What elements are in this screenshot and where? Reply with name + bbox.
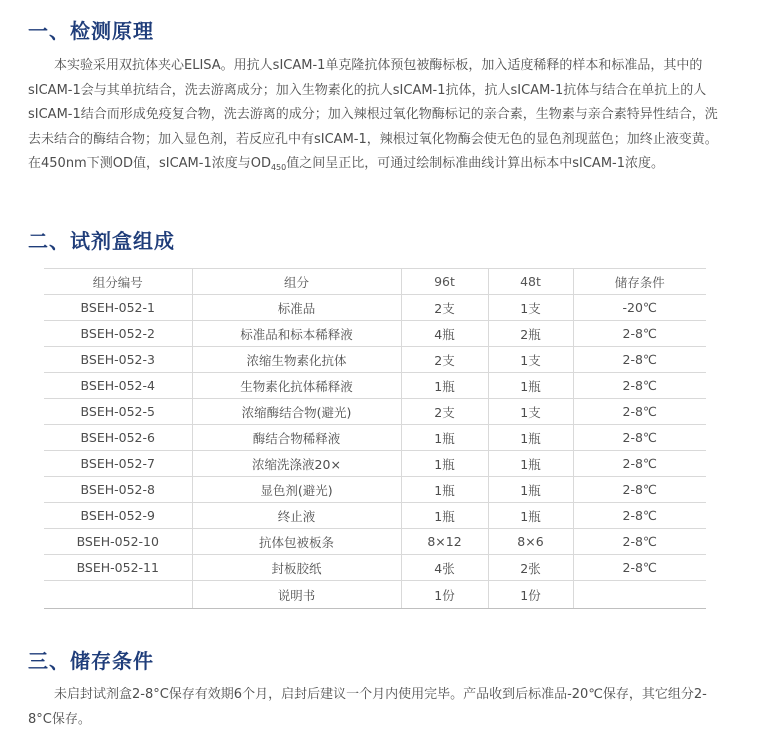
cell-id: BSEH-052-6 bbox=[44, 425, 192, 451]
cell-storage: 2-8℃ bbox=[573, 503, 706, 529]
header-component: 组分 bbox=[192, 269, 401, 295]
table-row bbox=[44, 295, 706, 321]
cell-96t: 1瓶 bbox=[401, 425, 488, 451]
cell-component: 显色剂(避光) bbox=[192, 477, 401, 503]
kit-components-table bbox=[44, 268, 706, 609]
header-storage: 储存条件 bbox=[573, 269, 706, 295]
header-48t: 48t bbox=[488, 269, 573, 295]
cell-48t: 1瓶 bbox=[488, 451, 573, 477]
table-row bbox=[44, 425, 706, 451]
cell-id: BSEH-052-9 bbox=[44, 503, 192, 529]
cell-id bbox=[44, 581, 192, 609]
table-row bbox=[44, 399, 706, 425]
table-row bbox=[44, 581, 706, 609]
cell-storage: 2-8℃ bbox=[573, 347, 706, 373]
cell-48t: 2张 bbox=[488, 555, 573, 581]
table-row bbox=[44, 555, 706, 581]
cell-48t: 1瓶 bbox=[488, 477, 573, 503]
cell-storage: 2-8℃ bbox=[573, 425, 706, 451]
section-title-storage: 三、储存条件 bbox=[28, 649, 154, 673]
cell-96t: 1瓶 bbox=[401, 373, 488, 399]
cell-96t: 1瓶 bbox=[401, 477, 488, 503]
cell-id: BSEH-052-1 bbox=[44, 295, 192, 321]
table-header-row bbox=[44, 269, 706, 295]
section-title-kit-components: 二、试剂盒组成 bbox=[28, 229, 175, 253]
cell-id: BSEH-052-10 bbox=[44, 529, 192, 555]
cell-storage: 2-8℃ bbox=[573, 477, 706, 503]
header-96t: 96t bbox=[401, 269, 488, 295]
table-row bbox=[44, 529, 706, 555]
cell-96t: 1瓶 bbox=[401, 503, 488, 529]
cell-component: 抗体包被板条 bbox=[192, 529, 401, 555]
storage-paragraph bbox=[28, 683, 728, 732]
cell-id: BSEH-052-2 bbox=[44, 321, 192, 347]
cell-48t: 1瓶 bbox=[488, 373, 573, 399]
cell-48t: 2瓶 bbox=[488, 321, 573, 347]
cell-96t: 4张 bbox=[401, 555, 488, 581]
cell-48t: 1份 bbox=[488, 581, 573, 609]
cell-48t: 1瓶 bbox=[488, 425, 573, 451]
cell-component: 酶结合物稀释液 bbox=[192, 425, 401, 451]
principle-text: 本实验采用双抗体夹心ELISA。用抗人sICAM-1单克隆抗体预包被酶标板，加入适度稀释的样本和标准品，其中的sICAM-1会与其单抗结合，洗去游离成分；加入生物素化的抗人sICAM-1抗体，抗人sICAM-1抗体与结合在单抗上的人sICAM-1结合而形成免疫复合物，洗去游离的成分；加入辣根过氧化物酶标记的亲合素，生物素与亲合素特异性结合，洗去未结合的酶结合物；加入显色剂，若反应孔中有sICAM-1，辣根过氧化物酶会使无色的显色剂现蓝色；加终止液变黄。在450nm下测OD值，sICAM-1浓度与OD bbox=[28, 58, 718, 171]
principle-text-end: 值之间呈正比，可通过绘制标准曲线计算出标本中sICAM-1浓度。 bbox=[286, 156, 665, 171]
cell-component: 浓缩生物素化抗体 bbox=[192, 347, 401, 373]
cell-id: BSEH-052-8 bbox=[44, 477, 192, 503]
cell-storage: 2-8℃ bbox=[573, 451, 706, 477]
header-component-id: 组分编号 bbox=[44, 269, 192, 295]
od-subscript: 450 bbox=[270, 163, 287, 172]
cell-storage: 2-8℃ bbox=[573, 399, 706, 425]
table-row bbox=[44, 347, 706, 373]
cell-48t: 1支 bbox=[488, 347, 573, 373]
cell-48t: 8×6 bbox=[488, 529, 573, 555]
cell-96t: 2支 bbox=[401, 347, 488, 373]
cell-id: BSEH-052-3 bbox=[44, 347, 192, 373]
storage-text: 未启封试剂盒2-8°C保存有效期6个月，启封后建议一个月内使用完毕。产品收到后标准品-20℃保存，其它组分2-8°C保存。 bbox=[28, 687, 707, 727]
cell-component: 说明书 bbox=[192, 581, 401, 609]
cell-component: 浓缩酶结合物(避光) bbox=[192, 399, 401, 425]
cell-id: BSEH-052-11 bbox=[44, 555, 192, 581]
cell-48t: 1支 bbox=[488, 295, 573, 321]
principle-paragraph bbox=[28, 54, 728, 177]
cell-storage: 2-8℃ bbox=[573, 529, 706, 555]
table-row bbox=[44, 477, 706, 503]
cell-component: 生物素化抗体稀释液 bbox=[192, 373, 401, 399]
cell-id: BSEH-052-7 bbox=[44, 451, 192, 477]
cell-storage: -20℃ bbox=[573, 295, 706, 321]
table-row bbox=[44, 321, 706, 347]
cell-48t: 1瓶 bbox=[488, 503, 573, 529]
cell-storage bbox=[573, 581, 706, 609]
cell-96t: 4瓶 bbox=[401, 321, 488, 347]
cell-96t: 1瓶 bbox=[401, 451, 488, 477]
cell-component: 标准品和标本稀释液 bbox=[192, 321, 401, 347]
cell-component: 终止液 bbox=[192, 503, 401, 529]
cell-component: 浓缩洗涤液20× bbox=[192, 451, 401, 477]
cell-component: 封板胶纸 bbox=[192, 555, 401, 581]
cell-storage: 2-8℃ bbox=[573, 321, 706, 347]
cell-storage: 2-8℃ bbox=[573, 373, 706, 399]
cell-96t: 2支 bbox=[401, 399, 488, 425]
cell-48t: 1支 bbox=[488, 399, 573, 425]
table-row bbox=[44, 451, 706, 477]
table-row bbox=[44, 503, 706, 529]
cell-component: 标准品 bbox=[192, 295, 401, 321]
table-row bbox=[44, 373, 706, 399]
cell-96t: 1份 bbox=[401, 581, 488, 609]
cell-id: BSEH-052-5 bbox=[44, 399, 192, 425]
cell-96t: 8×12 bbox=[401, 529, 488, 555]
cell-96t: 2支 bbox=[401, 295, 488, 321]
cell-storage: 2-8℃ bbox=[573, 555, 706, 581]
cell-id: BSEH-052-4 bbox=[44, 373, 192, 399]
section-title-principle: 一、检测原理 bbox=[28, 19, 154, 43]
